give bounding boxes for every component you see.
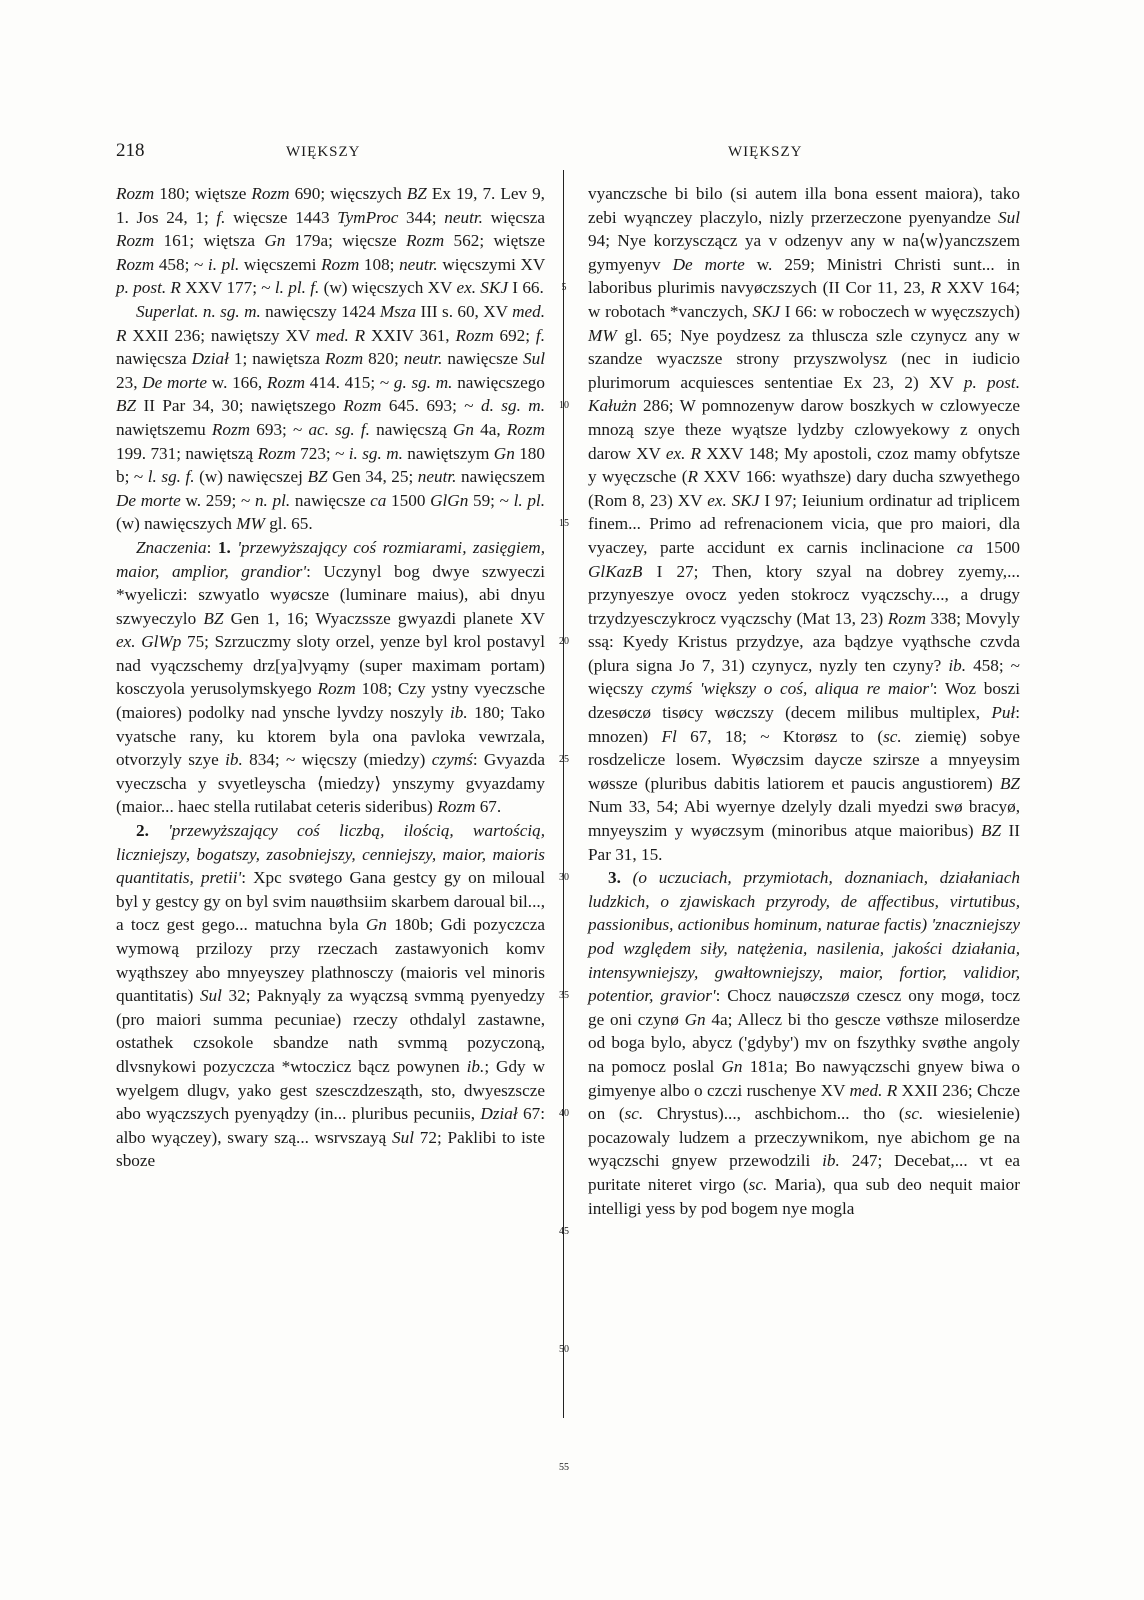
line-number: 25 (559, 754, 569, 765)
line-number: 55 (559, 1462, 569, 1473)
left-column (116, 182, 545, 1173)
right-column (588, 182, 1020, 1220)
running-head-left: WIĘKSZY (286, 144, 361, 160)
running-head-right: WIĘKSZY (728, 144, 803, 160)
line-number: 20 (559, 636, 569, 647)
left-paragraph-4: 2. 'przewyższający coś liczbą, ilością, wartością, liczniejszy, bogatszy, zasobniejszy, cenniejszy, maior, maioris quantitatis, pretii': Xpc svøtego Gana gestcy gy on miloual byl y gestcy gy on byl svim nauøthsiim skarbem daroual bil..., a tocz gest gego... matuchna byla Gn 180b; Gdi pozyczcza wymową przilozy przy rzeczach zastawyonich komv wyąthszey abo mnyeyszey plathnosczy (maioris vel minoris quantitatis) Sul 32; Paknyąly za wyączsą svmmą pyenyedzy (pro maiori summa pecuniae) rzeczy othdalyl zastawne, ostathek czsokole sbandze nath svmmą pozyczoną, dlvsnykowi pozyczcza *wtoczicz bącz powynen ib.; Gdy w wyelgem dlugv, yako gest szesczdzesząth, sto, dwyeszscze abo wyączszych pyenyądzy (in... pluribus pecuniis, Dział 67: albo wyączey), swary szą... wsrvszayą Sul 72; Paklibi to iste sboze (116, 821, 546, 1171)
right-paragraph-1: vyanczsche bi bilo (si autem illa bona essent maiora), tako zebi wyąnczey placzylo, nizly przerzeczone pyenyandze Sul 94; Nye korzysczącz ya v odzenyv any w na⟨w⟩yanczszem gymyenyv De morte w. 259; Ministri Christi sunt... in laboribus plurimis navyøczszych (II Cor 11, 23, R XXV 164; w robotach *vanczych, SKJ I 66: w roboczech w wyęczszych) MW gl. 65; Nye poydzesz za thluscza szle czynycz any w szandze wyaczsze strony przyszwolysz (nec in iudicio plurimorum acquiesces sententiae Ex 23, 2) XV p. post. Kałużn 286; W pomnozenyw darow boszkych w czlowyecze mnozą szye theze wyątsze lydzby czlowyekowy z onych darow XV ex. R XXV 148; My apostoli, czoz mamy obfytsze y wyęczsche (R XXV 166: wyathsze) dary ducha szwyethego (Rom 8, 23) XV ex. SKJ I 97; Ieiunium ordinatur ad triplicem finem... Primo ad refrenacionem vicia, que pro maiori, dla vyaczey, parte accidunt ex carnis inclinacione ca 1500 GlKazB I 27; Then, ktory szyal na dobrey zyemy,... przynyeszye ovocz yeden stokrocz vyączschy..., a drugy trzydzyesczykrocz vyączschy (Mat 13, 23) Rozm 338; Movyly ssą: Kyedy Kristus przydzye, aza bądzye vyąthsche czvda (plura signa Jo 7, 31) czynycz, nyzly ten czyny? ib. 458; ~ więcszy czymś 'większy o coś, aliqua re maior': Woz boszi dzesøczø tisøcy wøczszy (decem milibus multiplex, Puł: mnozen) Fl 67, 18; ~ Ktorøsz to (sc. ziemię) sobye rosdzelicze losem. Wyøczsim dayсze szirsze a mnyeysim wøssze (pluribus dabitis latiorem et paucis angustiorem) BZ Num 33, 54; Abi wyernye dzelyly dzali myedzi swø bracyø, mnyeyszim y wyøczsym (minoribus atque maioribus) BZ II Par 31, 15. (588, 184, 1021, 864)
page-header (0, 140, 1144, 170)
line-number: 45 (559, 1226, 569, 1237)
line-number: 50 (559, 1344, 569, 1355)
left-paragraph-1: Rozm 180; więtsze Rozm 690; więcszych BZ Ex 19, 7. Lev 9, 1. Jos 24, 1; f. więcsze 1443 TymProc 344; neutr. więcsza Rozm 161; więtsza Gn 179a; więcsze Rozm 562; więtsze Rozm 458; ~ i. pl. więcszemi Rozm 108; neutr. więcszymi XV p. post. R XXV 177; ~ l. pl. f. (w) więcszych XV ex. SKJ I 66. (116, 184, 545, 298)
right-paragraph-2: 3. (o uczuciach, przymiotach, doznaniach, działaniach ludzkich, o zjawiskach przyrody, de affectibus, virtutibus, passionibus, actionibus hominum, naturae factis) 'znaczniejszy pod względem siły, natężenia, nasilenia, jakości działania, intensywniejszy, gwałtowniejszy, maior, fortior, validior, potentior, gravior': Chocz nauøczszø czescz ony mogø, tocz ge oni czynø Gn 4a; Allecz bi tho gescze vøthsze miloserdze od boga bylo, abycz ('gdyby') mv on fszythky svøthe angoly na pomocz poslal Gn 181a; Bo nawyączschi gnyew biwa o gimyenye albo o czczi ruschenye XV med. R XXII 236; Chcze on (sc. Chrystus)..., aschbichom... tho (sc. wiesielenie) pocazowaly ludzem a przeczywnikom, nye abichom ge na wyączschi gnyew przewodzili ib. 247; Decebat,... vt ea puritate niteret virgo (sc. Maria), qua sub deo nequit maior intelligi yess by pod bogem nye mogla (588, 868, 1020, 1218)
line-number: 35 (559, 990, 569, 1001)
line-number: 10 (559, 400, 569, 411)
page-number: 218 (116, 140, 145, 161)
line-number: 5 (561, 282, 567, 293)
left-paragraph-3: Znaczenia: 1. 'przewyższający coś rozmiarami, zasięgiem, maior, amplior, grandior': Uczynyl bog dwye szwyeczi *wyeliczi: szwyatlo wyøcsze (luminare maius), abi dnyu szwyeczylo BZ Gen 1, 16; Wyaczssze gwyazdi planete XV ex. GlWp 75; Szrzuczmy sloty orzel, yenze byl krol postavyl nad vyączschemy drz[ya]vyąmy (super maximam portam) kosczyola yerusolymskyego Rozm 108; Czy ystny vyeczsche (maiores) podolky nad ynsche lyvdzy noszyly ib. 180; Tako vyatsche rany, ku ktorem byla ona pavloka vewrzala, otvorzyly szye ib. 834; ~ więcszy (miedzy) czymś: Gvyazda vyeczscha y svyetleyscha ⟨miedzy⟩ ynszymy gvyazdamy (maior... haec stella rutilabat ceteris sideribus) Rozm 67. (116, 537, 546, 817)
line-number: 15 (559, 518, 569, 529)
line-number: 40 (559, 1108, 569, 1119)
left-paragraph-2: Superlat. n. sg. m. nawięcszy 1424 Msza III s. 60, XV med. R XXII 236; nawiętszy XV med. R XXIV 361, Rozm 692; f. nawięcsza Dział 1; nawiętsza Rozm 820; neutr. nawięcsze Sul 23, De morte w. 166, Rozm 414. 415; ~ g. sg. m. nawięcszego BZ II Par 34, 30; nawiętszego Rozm 645. 693; ~ d. sg. m. nawiętszemu Rozm 693; ~ ac. sg. f. nawięcszą Gn 4a, Rozm 199. 731; nawiętszą Rozm 723; ~ i. sg. m. nawiętszym Gn 180 b; ~ l. sg. f. (w) nawięcszej BZ Gen 34, 25; neutr. nawięcszem De morte w. 259; ~ n. pl. nawięcsze ca 1500 GlGn 59; ~ l. pl. (w) nawięcszych MW gl. 65. (116, 301, 546, 534)
line-number: 30 (559, 872, 569, 883)
